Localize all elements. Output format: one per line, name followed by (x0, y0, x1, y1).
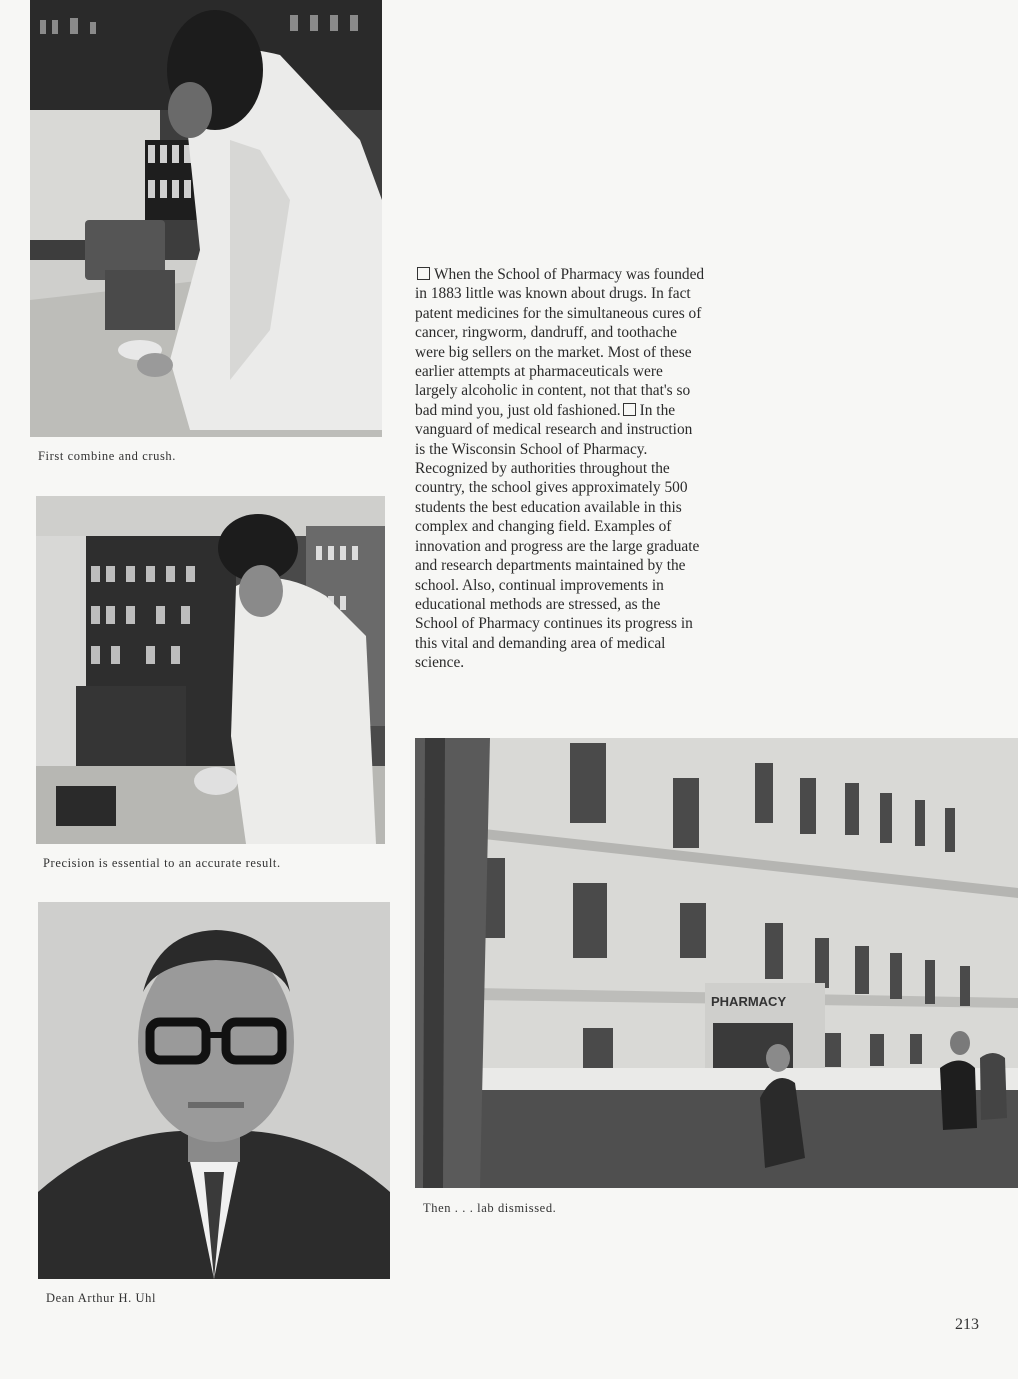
caption-lab-crush: First combine and crush. (38, 449, 176, 463)
caption-lab-precision: Precision is essential to an accurate result. (43, 856, 281, 870)
article-body (415, 265, 705, 673)
article-paragraph-2: In the vanguard of medical research and instruction is the Wisconsin School of Pharmacy. Recognized by authorities throughout the country, the school gives approximately 500 students the best education available in this complex and changing field. Examples of innovation and progress are the large graduate and research departments maintained by the school. Also, continual improvements in educational methods are stressed, as the School of Pharmacy continues its progress in this vital and demanding area of medical science. (415, 401, 700, 672)
caption-pharmacy-building: Then . . . lab dismissed. (423, 1201, 557, 1215)
photo-lab-crush (30, 0, 382, 437)
paragraph-marker-box (417, 267, 430, 280)
photo-lab-precision (36, 496, 385, 844)
photo-dean-portrait (38, 902, 390, 1279)
photo-pharmacy-building (415, 738, 1018, 1188)
pharmacy-sign-text: PHARMACY (711, 994, 787, 1009)
article-paragraph-1: When the School of Pharmacy was founded in 1883 little was known about drugs. In fact patent medicines for the simultaneous cures of cancer, ringworm, dandruff, and toothache were big sellers on the market. Most of these earlier attempts at pharmaceuticals were largely alcoholic in content, not that that's so bad mind you, just old fashioned. (415, 266, 705, 419)
paragraph-marker-box (623, 403, 636, 416)
caption-dean-portrait: Dean Arthur H. Uhl (46, 1291, 157, 1305)
page-number: 213 (955, 1316, 979, 1333)
